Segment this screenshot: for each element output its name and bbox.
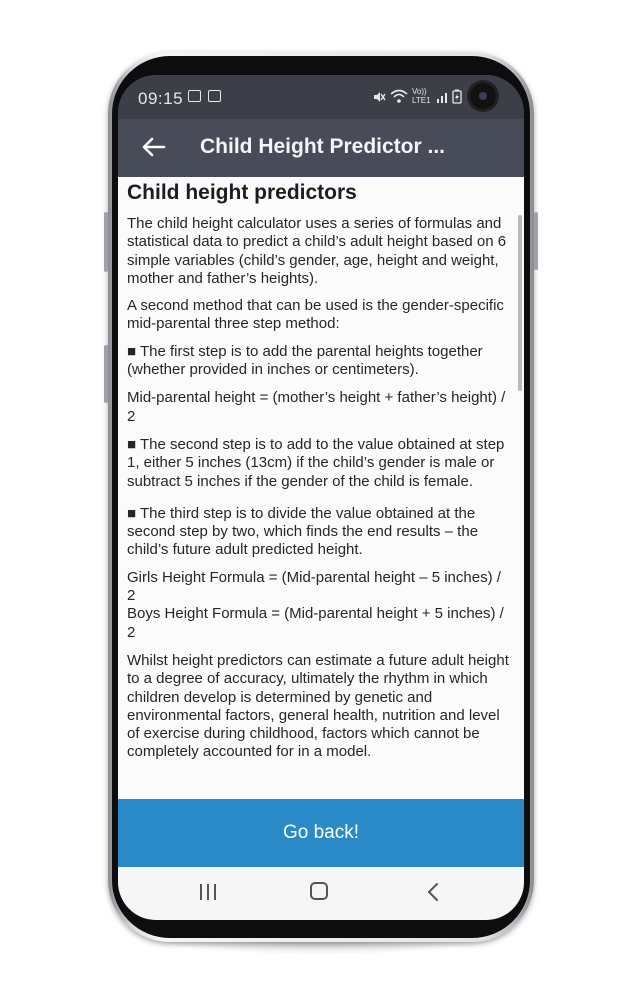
paragraph: ■ The first step is to add the parental heights together (whether provided in inches or centimeters). <box>127 342 483 379</box>
volte-label: Vo)) <box>412 87 427 96</box>
battery-icon <box>452 89 462 104</box>
paragraph: ■ The third step is to divide the value obtained at the second step by two, which finds the end results – the child’s future adult predicted height. <box>127 504 479 559</box>
paragraph: A second method that can be used is the gender-specific mid-parental three step method: <box>127 297 504 333</box>
bixby-button <box>104 345 108 403</box>
paragraph: Mid-parental height = (mother’s height + father’s height) / 2 <box>127 389 506 425</box>
lte-label: LTE1 <box>412 96 431 105</box>
paragraph: Whilst height predictors can estimate a future adult height to a degree of accuracy, ultimately the rhythm in which children develop is determined by genetic and environmental factors, general health, nutrition and level of exercise during childhood, factors which cannot be completely accounted for in a model. <box>127 651 509 761</box>
content-scroll-area[interactable] <box>118 177 524 799</box>
status-bar <box>118 75 524 119</box>
power-button <box>534 212 538 270</box>
formula-girls: Girls Height Formula = (Mid-parental height – 5 inches) / 2 <box>127 568 501 605</box>
volte-lte-icon <box>412 87 431 105</box>
phone-screen <box>118 75 524 920</box>
formula-boys: Boys Height Formula = (Mid-parental height + 5 inches) / 2 <box>127 605 504 641</box>
notification-square-icon <box>208 90 221 102</box>
page-heading: Child height predictors <box>127 181 357 204</box>
wifi-icon <box>390 89 408 104</box>
paragraph: ■ The second step is to add to the value obtained at step 1, either 5 inches (13cm) if the child’s gender is male or subtract 5 inches if the gender of the child is female. <box>127 435 505 490</box>
system-nav-bar <box>118 867 524 920</box>
image-icon <box>188 90 201 102</box>
app-title: Child Height Predictor ... <box>200 135 446 158</box>
signal-icon <box>436 90 450 103</box>
volume-button <box>104 212 108 272</box>
go-back-button[interactable]: Go back! <box>118 799 524 867</box>
content-body <box>127 181 511 771</box>
front-camera <box>470 83 496 109</box>
status-time: 09:15 <box>138 89 184 108</box>
paragraph: The child height calculator uses a series of formulas and statistical data to predict a child’s adult height based on 6 simple variables (child’s gender, age, height and weight, mother and father’s heights). <box>127 215 507 287</box>
back-chevron-icon[interactable] <box>426 882 440 902</box>
mute-icon <box>372 90 386 104</box>
arrow-left-icon[interactable] <box>140 133 168 161</box>
home-icon[interactable] <box>310 882 328 900</box>
scrollbar[interactable] <box>518 215 522 391</box>
app-bar <box>118 119 524 177</box>
recents-icon[interactable] <box>198 884 218 900</box>
